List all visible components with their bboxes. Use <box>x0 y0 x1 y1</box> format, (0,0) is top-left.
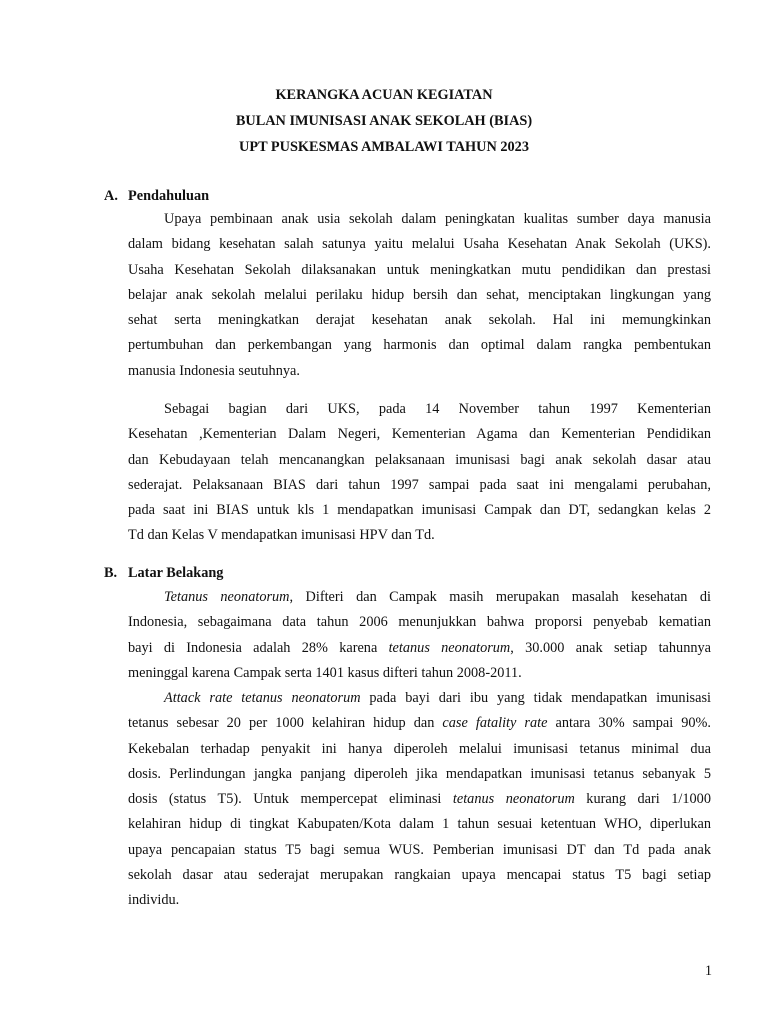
text-line: Indonesia, sebagaimana data tahun 2006 menunjukkan bahwa proporsi penyebab kematian <box>128 614 711 631</box>
text-line: sederajat. Pelaksanaan BIAS dari tahun 1997 sampai pada saat ini mengalami perubahan, <box>128 476 711 493</box>
section-a-heading <box>104 186 209 206</box>
text-line: sehat serta meningkatkan derajat kesehatan anak sekolah. Hal ini memungkinkan <box>128 312 711 329</box>
text-line: upaya pencapaian status T5 bagi semua WUS. Pemberian imunisasi DT dan Td pada anak <box>128 841 711 858</box>
text-line: dalam bidang kesehatan salah satunya yaitu melalui Usaha Kesehatan Anak Sekolah (UKS). <box>128 236 711 253</box>
page-number: 1 <box>704 963 712 979</box>
text-line: Sebagai bagian dari UKS, pada 14 November tahun 1997 Kementerian <box>164 401 711 417</box>
text-line: Usaha Kesehatan Sekolah dilaksanakan untuk meningkatkan mutu pendidikan dan prestasi <box>128 261 711 278</box>
text-line: Tetanus neonatorum, Difteri dan Campak masih merupakan masalah kesehatan di <box>164 589 711 605</box>
section-b-letter: B. <box>104 565 118 581</box>
text-line: bayi di Indonesia adalah 28% karena tetanus neonatorum, 30.000 anak setiap tahunnya <box>128 639 711 656</box>
text-line: Td dan Kelas V mendapatkan imunisasi HPV dan Td. <box>128 527 435 544</box>
text-line: Upaya pembinaan anak usia sekolah dalam peningkatan kualitas sumber daya manusia <box>164 211 711 227</box>
section-b-title: Latar Belakang <box>128 565 224 581</box>
text-line: pertumbuhan dan perkembangan yang harmonis dan optimal dalam rangka pembentukan <box>128 337 711 354</box>
section-a-paragraph-1 <box>128 207 711 384</box>
text-line: meninggal karena Campak serta 1401 kasus difteri tahun 2008-2011. <box>128 664 522 681</box>
text-line: pada saat ini BIAS untuk kls 1 mendapatkan imunisasi Campak dan DT, sedangkan kelas 2 <box>128 502 711 519</box>
italic-term: tetanus neonatorum <box>452 791 575 808</box>
italic-term: Attack rate tetanus neonatorum <box>164 690 361 706</box>
text-line: belajar anak sekolah melalui perilaku hidup bersih dan sehat, menciptakan lingkungan yang <box>128 286 711 303</box>
section-b-paragraph-2 <box>128 686 711 914</box>
text-line: individu. <box>128 892 180 909</box>
text-line: Kesehatan ,Kementerian Dalam Negeri, Kementerian Agama dan Kementerian Pendidikan <box>128 426 711 443</box>
document-title <box>0 84 768 162</box>
text-line: dosis (status T5). Untuk mempercepat eliminasi tetanus neonatorum kurang dari 1/1000 <box>128 791 711 808</box>
text-line: Attack rate tetanus neonatorum pada bayi dari ibu yang tidak mendapatkan imunisasi <box>164 690 711 706</box>
text-line: dan Kebudayaan telah mencanangkan pelaksanaan imunisasi bagi anak sekolah dasar atau <box>128 451 711 468</box>
italic-term: case fatality rate <box>442 715 548 732</box>
text-line: sekolah dasar atau sederajat merupakan rangkaian upaya mencapai status T5 bagi setiap <box>128 867 711 884</box>
section-b-heading <box>104 563 223 583</box>
title-line-2: BULAN IMUNISASI ANAK SEKOLAH (BIAS) <box>235 113 533 129</box>
text-line: Kekebalan terhadap penyakit ini hanya diperoleh melalui imunisasi tetanus minimal dua <box>128 740 711 757</box>
title-line-1: KERANGKA ACUAN KEGIATAN <box>275 87 493 103</box>
text-line: dosis. Perlindungan jangka panjang diperoleh jika mendapatkan imunisasi tetanus sebanyak 5 <box>128 765 711 782</box>
section-a-letter: A. <box>104 188 118 204</box>
text-line: tetanus sebesar 20 per 1000 kelahiran hidup dan case fatality rate antara 30% sampai 90%. <box>128 715 711 732</box>
italic-term: Tetanus neonatorum <box>164 589 290 605</box>
section-b-paragraph-1 <box>128 585 711 686</box>
section-a-title: Pendahuluan <box>128 188 210 204</box>
section-a-paragraph-2 <box>128 397 711 549</box>
title-line-3: UPT PUSKESMAS AMBALAWI TAHUN 2023 <box>239 139 529 155</box>
text-line: manusia Indonesia seutuhnya. <box>128 362 300 379</box>
italic-term: tetanus neonatorum <box>388 639 511 656</box>
text-line: kelahiran hidup di tingkat Kabupaten/Kota dalam 1 tahun sesuai ketentuan WHO, diperlukan <box>128 816 711 833</box>
